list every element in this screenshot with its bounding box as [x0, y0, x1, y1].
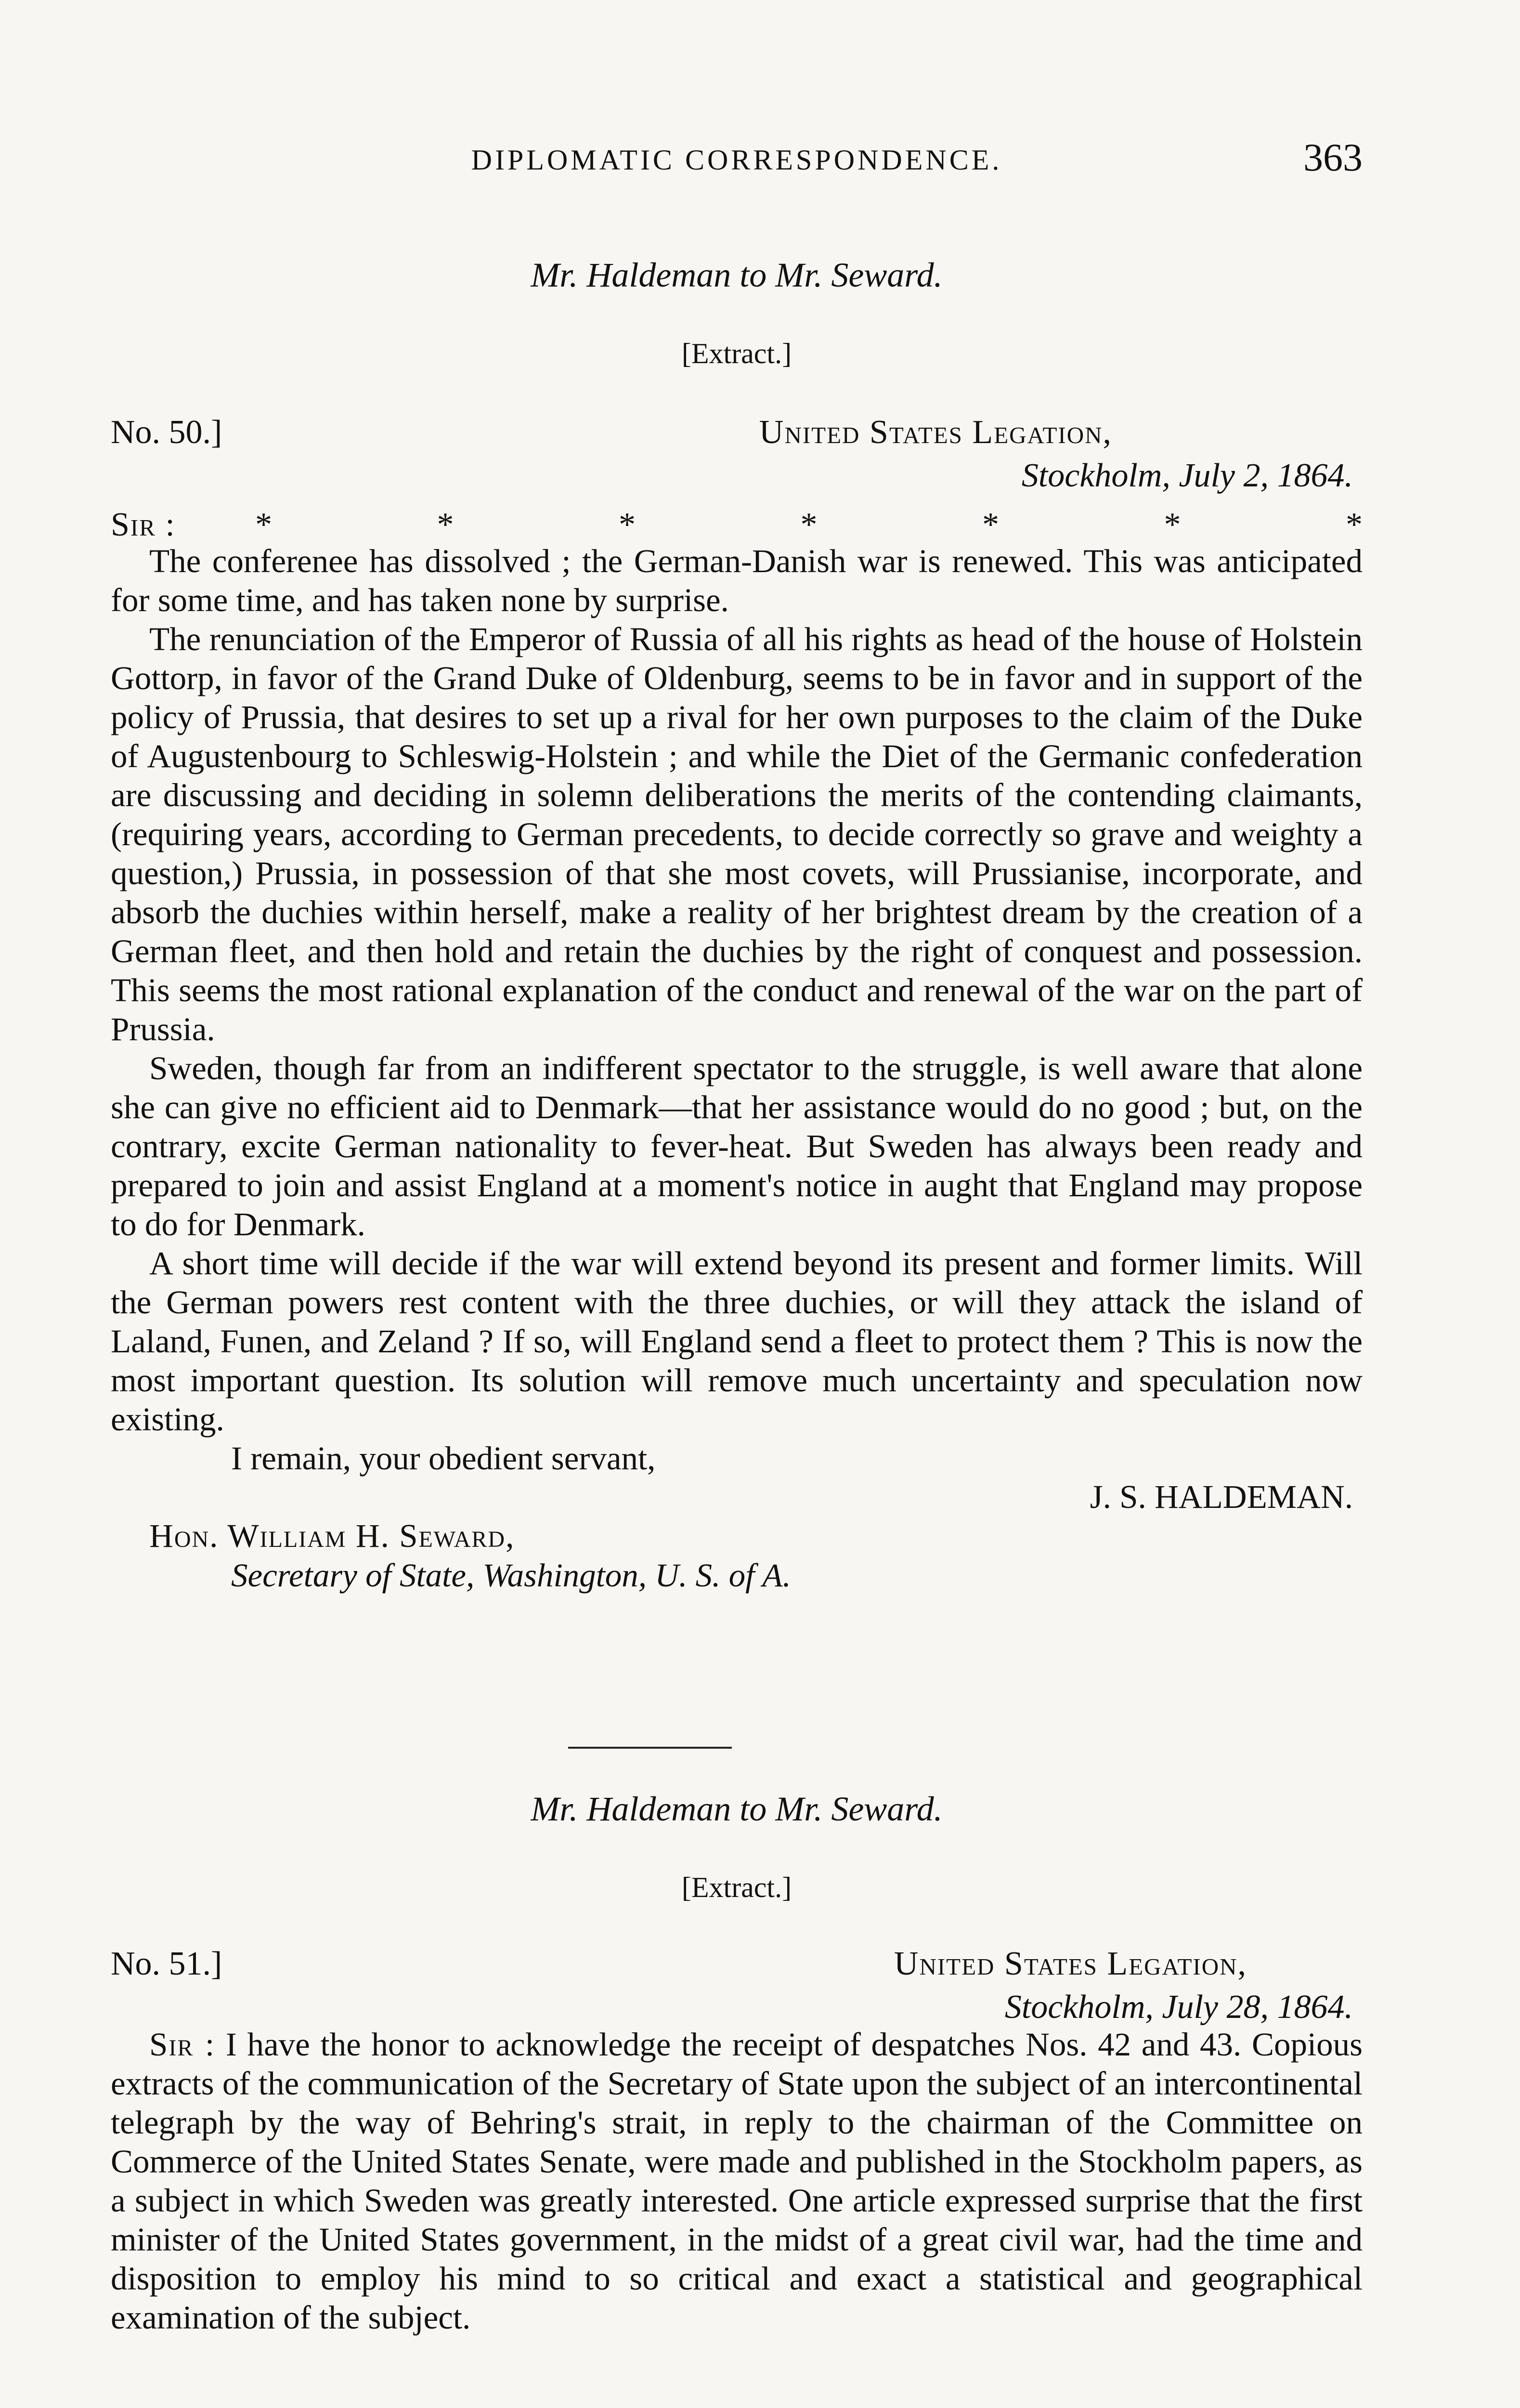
letter-2-paragraph [111, 2025, 1363, 2337]
letter-1-number: No. 50.] [111, 414, 222, 451]
letter-2-place-date: Stockholm, July 28, 1864. [1004, 1989, 1353, 2026]
letter-1-omission-stars [255, 506, 1363, 544]
letter-1-place-date: Stockholm, July 2, 1864. [1021, 457, 1353, 494]
addressee-title: Secretary of State, Washington, U. S. of A. [231, 1557, 791, 1594]
letter-2-paragraph-text: I have the honor to acknowledge the receipt of despatches Nos. 42 and 43. Copious extracts of the communication of the Secretary of State upon the subject of an intercontinental telegraph by the way of Behring's strait, in reply to the chairman of the Committee on Commerce of the United States Senate, were made and published in the Stockholm papers, as a subject in which Sweden was greatly interested. One article expressed surprise that the first minister of the United States government, in the midst of a great civil war, had the time and disposition to employ his mind to so critical and exact a statistical and geographical examination of the subject. [111, 2026, 1363, 2336]
letter-2-heading-block [111, 1789, 1363, 1829]
omission-star: * [255, 506, 272, 543]
letter-1-body [111, 542, 1363, 1595]
letter-1-extract-block [111, 337, 1363, 370]
letter-1-closing: I remain, your obedient servant, [231, 1440, 656, 1477]
letter-1-dateline [111, 413, 1363, 500]
letter-1-heading: Mr. Haldeman to Mr. Seward. [531, 256, 943, 294]
omission-star: * [1346, 506, 1363, 543]
letter-2-extract-block [111, 1871, 1363, 1904]
addressee-name: Hon. William H. Seward, [149, 1518, 515, 1554]
letter-2-number: No. 51.] [111, 1945, 222, 1982]
omission-star: * [437, 506, 454, 543]
letter-2-dateline [111, 1945, 1363, 2031]
letter-1-paragraph: Sweden, though far from an indifferent spectator to the struggle, is well aware that alone she can give no efficient aid to Denmark—that her assistance would do no good ; but, on the contrary, excite German nationality to fever-heat. But Sweden has always been ready and prepared to join and assist England at a moment's notice in aught that England may propose to do for Denmark. [111, 1050, 1363, 1243]
running-title: DIPLOMATIC CORRESPONDENCE. [471, 144, 1002, 176]
letter-2-legation: United States Legation, [894, 1945, 1247, 1982]
letter-1-paragraph: The renunciation of the Emperor of Russia of all his rights as head of the house of Holstein Gottorp, in favor of the Grand Duke of Oldenburg, seems to be in favor and in support of the policy of Prussia, that desires to set up a rival for her own purposes to the claim of the Duke of Augustenbourg to Schleswig-Holstein ; and while the Diet of the Germanic confederation are discussing and deciding in solemn deliberations the merits of the contending claimants, (requiring years, according to German precedents, to decide correctly so grave and weighty a question,) Prussia, in possession of that she most covets, will Prussianise, incorporate, and absorb the duchies within herself, make a reality of her brightest dream by the creation of a German fleet, and then hold and retain the duchies by the right of conquest and possession. This seems the most rational explanation of the conduct and renewal of the war on the part of Prussia. [111, 621, 1363, 1047]
letter-1-paragraph: A short time will decide if the war will extend beyond its present and former limits. Will the German powers rest content with the three duchies, or will they attack the island of Laland, Funen, and Zeland ? If so, will England send a fleet to protect them ? This is now the most important question. Its solution will remove much uncertainty and speculation now existing. [111, 1245, 1363, 1438]
letter-2-salutation: Sir : [149, 2026, 216, 2063]
letter-1-salutation: Sir : [111, 506, 176, 543]
letter-2-extract-label: [Extract.] [681, 1871, 792, 1903]
page-number: 363 [1303, 135, 1363, 179]
letter-1-heading-block [111, 255, 1363, 295]
letter-1-addressee [111, 1516, 1363, 1595]
letter-1-paragraph: The conferenee has dissolved ; the German-Danish war is renewed. This was anticipated for some time, and has taken none by surprise. [111, 543, 1363, 618]
omission-star: * [1164, 506, 1181, 543]
letter-2-body [111, 2025, 1363, 2337]
running-head [111, 135, 1363, 188]
letter-2-heading: Mr. Haldeman to Mr. Seward. [531, 1790, 943, 1828]
omission-star: * [982, 506, 999, 543]
letter-1-legation: United States Legation, [759, 414, 1112, 451]
omission-star: * [800, 506, 818, 543]
letter-1-extract-label: [Extract.] [681, 338, 792, 369]
letter-1-signature: J. S. HALDEMAN. [1090, 1479, 1353, 1515]
section-divider [568, 1747, 732, 1749]
omission-star: * [619, 506, 636, 543]
